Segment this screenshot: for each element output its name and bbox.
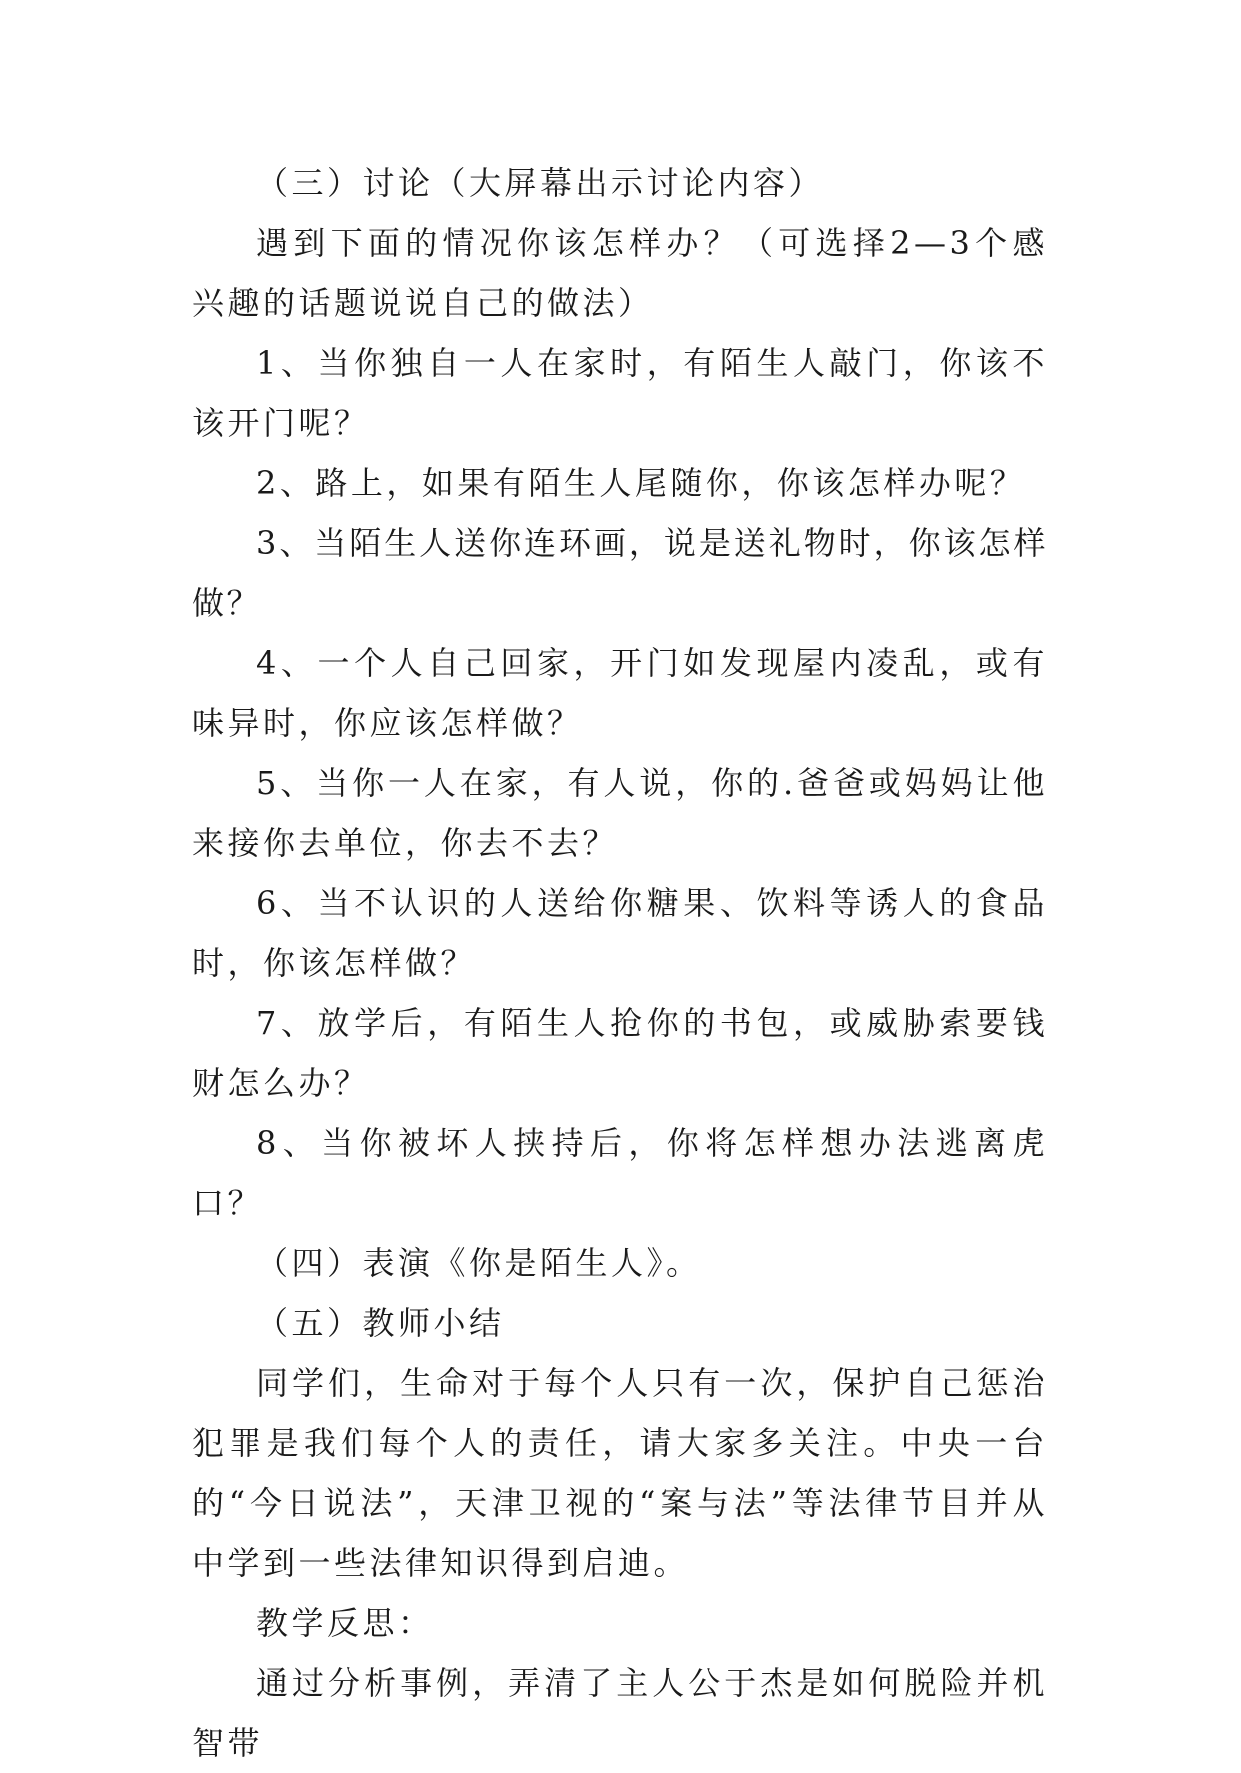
question-8: 8、当你被坏人挟持后，你将怎样想办法逃离虎口？ (192, 1124, 1048, 1222)
document-body (192, 153, 1048, 1773)
question-1: 1、当你独自一人在家时，有陌生人敲门，你该不该开门呢？ (192, 344, 1048, 442)
reflection-text: 通过分析事例，弄清了主人公于杰是如何脱险并机智带 (192, 1664, 1048, 1762)
question-3: 3、当陌生人送你连环画，说是送礼物时，你该怎样做？ (192, 524, 1048, 622)
question-7: 7、放学后，有陌生人抢你的书包，或威胁索要钱财怎么办？ (192, 1004, 1048, 1102)
teacher-summary: 同学们，生命对于每个人只有一次，保护自己惩治犯罪是我们每个人的责任，请大家多关注。中央一台的“今日说法”，天津卫视的“案与法”等法律节目并从中学到一些法律知识得到启迪。 (192, 1364, 1048, 1582)
question-6: 6、当不认识的人送给你糖果、饮料等诱人的食品时，你该怎样做？ (192, 884, 1048, 982)
question-2: 2、路上，如果有陌生人尾随你，你该怎样办呢？ (256, 464, 1026, 502)
reflection-heading: 教学反思： (256, 1604, 434, 1642)
question-4: 4、一个人自己回家，开门如发现屋内凌乱，或有味异时，你应该怎样做？ (192, 644, 1048, 742)
section-four-heading: （四）表演《你是陌生人》。 (256, 1244, 702, 1282)
section-three-heading: （三）讨论（大屏幕出示讨论内容） (256, 164, 825, 202)
discussion-intro: 遇到下面的情况你该怎样办？（可选择2—3个感兴趣的话题说说自己的做法） (192, 224, 1048, 322)
section-five-heading: （五）教师小结 (256, 1304, 505, 1342)
question-5: 5、当你一人在家，有人说，你的.爸爸或妈妈让他来接你去单位，你去不去？ (192, 764, 1048, 862)
